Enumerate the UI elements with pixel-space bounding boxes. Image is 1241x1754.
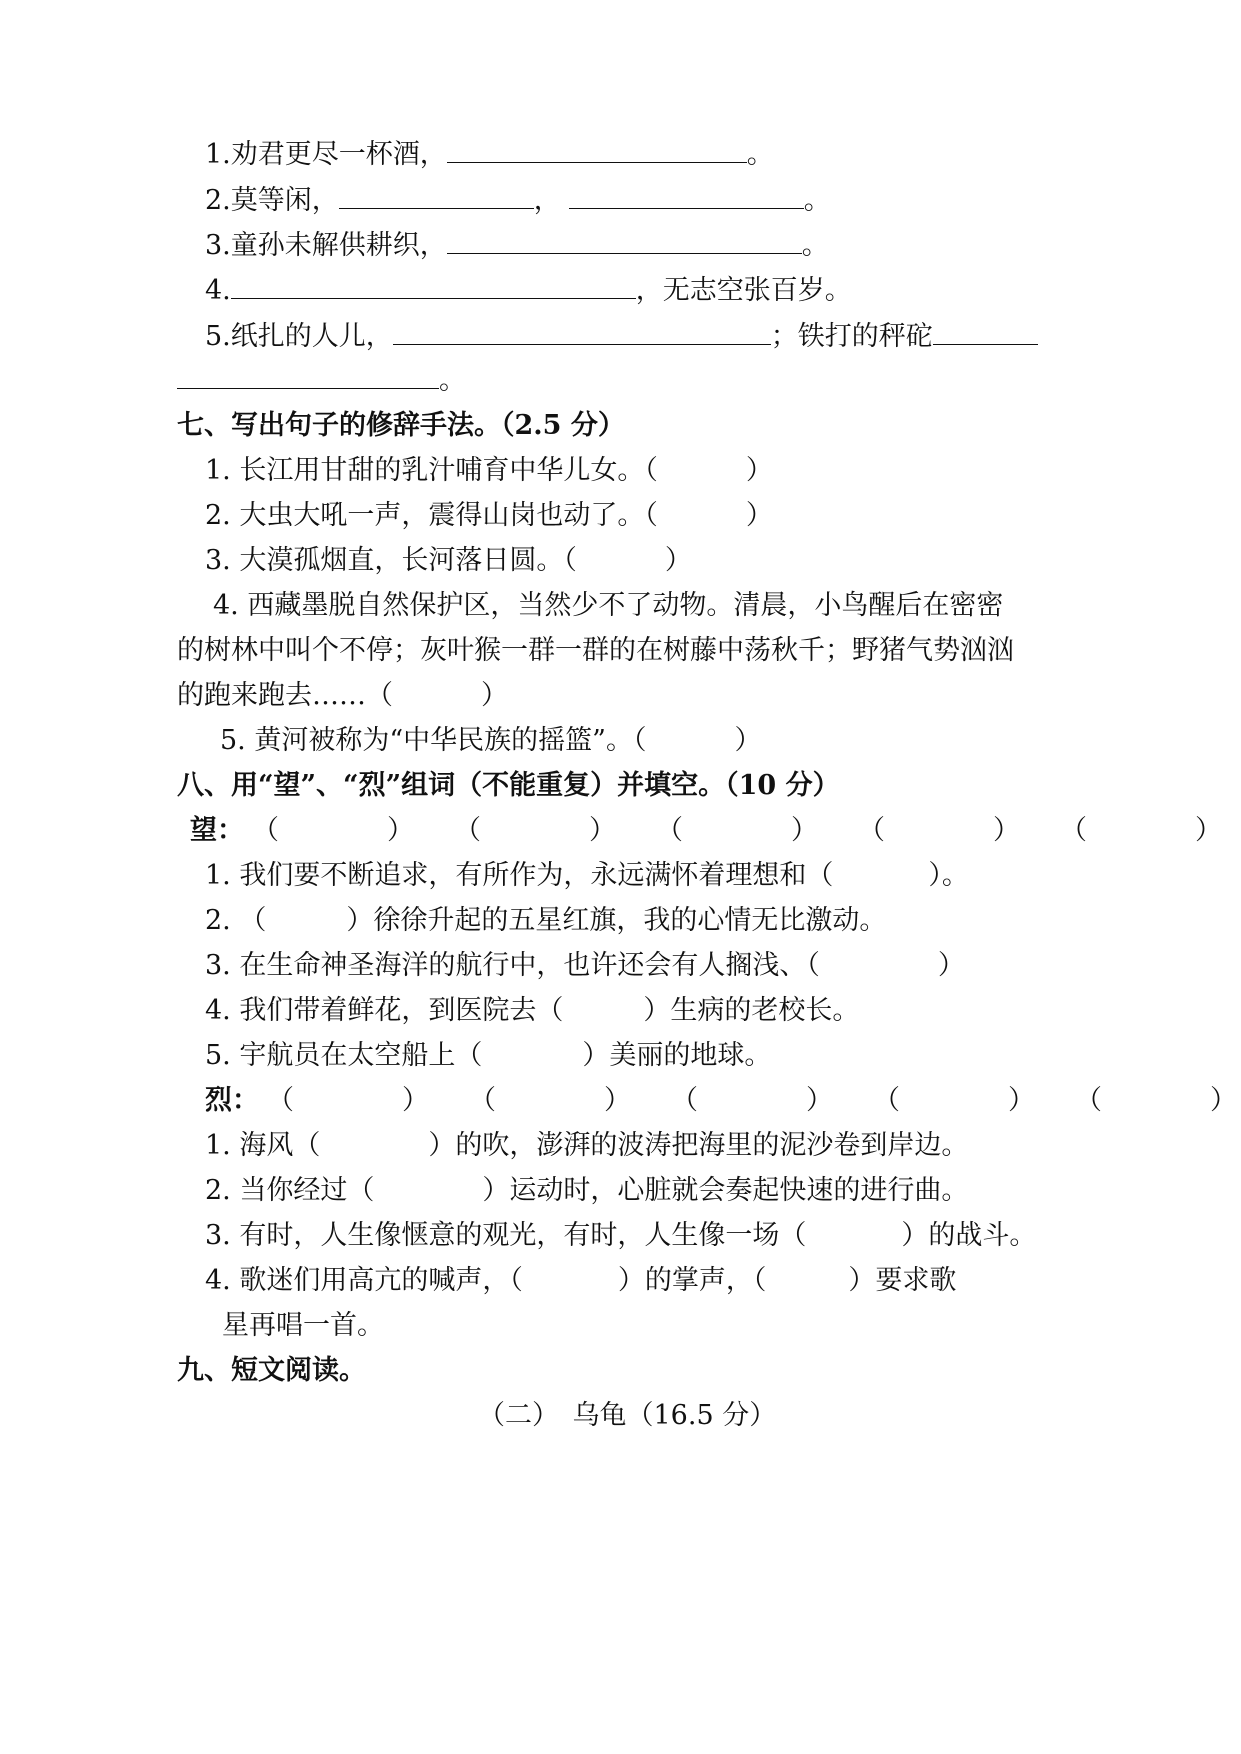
item-text: 1. 我们要不断追求，有所作为，永远满怀着理想和（ bbox=[205, 860, 834, 891]
lie-item-4-cont: 星再唱一首。 bbox=[222, 1310, 384, 1341]
answer-blank[interactable] bbox=[231, 272, 636, 299]
paren: （ bbox=[858, 815, 885, 846]
item-text: ）的战斗。 bbox=[901, 1220, 1037, 1251]
item-text: 1. 海风（ bbox=[205, 1130, 321, 1161]
paren: ） bbox=[664, 545, 692, 576]
s7-item-4-line3 bbox=[177, 678, 508, 714]
item-text: 5. 黄河被称为“中华民族的摇篮”。（ bbox=[220, 725, 647, 756]
paren: （ bbox=[656, 815, 683, 846]
item-text: 1. 长江用甘甜的乳汁哺育中华儿女。（ bbox=[205, 455, 658, 486]
paren: ） bbox=[387, 815, 414, 846]
item-text: 劝君更尽一杯酒， bbox=[230, 139, 447, 170]
section-7-heading: 七、写出句子的修辞手法。（2.5 分） bbox=[177, 410, 625, 441]
paren: （ bbox=[454, 815, 481, 846]
paren: ） bbox=[481, 680, 508, 711]
paren: （ bbox=[671, 1085, 698, 1116]
punct: 。 bbox=[746, 139, 774, 170]
fill-item-4 bbox=[205, 272, 852, 309]
paren: ） bbox=[1195, 815, 1222, 846]
paren: （ bbox=[267, 1085, 294, 1116]
item-text: ）的掌声，（ bbox=[617, 1265, 767, 1296]
item-text: 4. 歌迷们用高亢的喊声，（ bbox=[205, 1265, 523, 1296]
item-text: 4. 我们带着鲜花，到医院去（ bbox=[205, 995, 564, 1026]
answer-blank[interactable] bbox=[393, 318, 771, 345]
item-text: ；铁打的秤砣 bbox=[770, 321, 933, 352]
answer-blank[interactable] bbox=[177, 362, 439, 389]
lie-label: 烈： bbox=[205, 1085, 259, 1116]
paren: （ bbox=[873, 1085, 900, 1116]
wang-item-1 bbox=[205, 858, 969, 894]
item-text: ）徐徐升起的五星红旗，我的心情无比激动。 bbox=[346, 905, 887, 936]
passage-title: （二） 乌龟（16.5 分） bbox=[478, 1400, 777, 1431]
item-number: 5. bbox=[205, 321, 231, 352]
paren: ） bbox=[589, 815, 616, 846]
item-text: ）运动时，心脏就会奏起快速的进行曲。 bbox=[482, 1175, 969, 1206]
item-text: 的跑来跑去……（ bbox=[177, 680, 393, 711]
fill-item-5 bbox=[205, 318, 1038, 355]
s7-item-1 bbox=[205, 453, 773, 489]
lie-word-row bbox=[205, 1083, 1237, 1119]
lie-item-4 bbox=[205, 1263, 956, 1299]
wang-item-5 bbox=[205, 1038, 771, 1074]
section-8-heading: 八、用“望”、“烈”组词（不能重复）并填空。（10 分） bbox=[177, 770, 840, 801]
paren: ） bbox=[993, 815, 1020, 846]
punct: 。 bbox=[803, 185, 831, 216]
answer-blank[interactable] bbox=[933, 318, 1038, 345]
item-text: 2. （ bbox=[205, 905, 267, 936]
wang-item-2 bbox=[205, 903, 886, 939]
answer-blank[interactable] bbox=[447, 227, 802, 254]
item-text: 纸扎的人儿， bbox=[230, 321, 393, 352]
paren: ） bbox=[791, 815, 818, 846]
wang-word-row bbox=[190, 813, 1222, 849]
item-text: ） bbox=[937, 950, 965, 981]
paren: ） bbox=[1210, 1085, 1237, 1116]
paren: ） bbox=[604, 1085, 631, 1116]
wang-item-3 bbox=[205, 948, 965, 984]
paren: ） bbox=[734, 725, 762, 756]
item-number: 3. bbox=[205, 230, 231, 261]
lie-item-1 bbox=[205, 1128, 968, 1164]
paren: ） bbox=[745, 455, 773, 486]
paren: （ bbox=[1060, 815, 1087, 846]
item-text: 童孙未解供耕织， bbox=[230, 230, 447, 261]
item-text: 3. 大漠孤烟直，长河落日圆。（ bbox=[205, 545, 577, 576]
item-text: ）美丽的地球。 bbox=[582, 1040, 772, 1071]
section-9-heading: 九、短文阅读。 bbox=[177, 1355, 366, 1386]
item-text: ）要求歌 bbox=[848, 1265, 957, 1296]
item-number: 4. bbox=[205, 275, 231, 306]
fill-item-3 bbox=[205, 227, 829, 264]
item-text: 莫等闲， bbox=[230, 185, 339, 216]
item-text: 5. 宇航员在太空船上（ bbox=[205, 1040, 483, 1071]
item-text: 2. 大虫大吼一声，震得山岗也动了。（ bbox=[205, 500, 658, 531]
wang-item-4 bbox=[205, 993, 859, 1029]
paren: （ bbox=[252, 815, 279, 846]
lie-item-3 bbox=[205, 1218, 1036, 1254]
item-text: ）的吹，澎湃的波涛把海里的泥沙卷到岸边。 bbox=[428, 1130, 969, 1161]
answer-blank[interactable] bbox=[569, 182, 804, 209]
s7-item-3 bbox=[205, 543, 692, 579]
paren: （ bbox=[1075, 1085, 1102, 1116]
item-text: 3. 在生命神圣海洋的航行中，也许还会有人搁浅、（ bbox=[205, 950, 820, 981]
fill-item-5-cont bbox=[177, 362, 466, 399]
s7-item-2 bbox=[205, 498, 773, 534]
item-text: ）生病的老校长。 bbox=[643, 995, 860, 1026]
item-text: 3. 有时，人生像惬意的观光，有时，人生像一场（ bbox=[205, 1220, 807, 1251]
punct: 。 bbox=[439, 365, 466, 396]
s7-item-4-line1: 4. 西藏墨脱自然保护区，当然少不了动物。清晨，小鸟醒后在密密 bbox=[213, 590, 1004, 621]
paren: （ bbox=[469, 1085, 496, 1116]
s7-item-4-line2: 的树林中叫个不停；灰叶猴一群一群的在树藤中荡秋千；野猪气势汹汹 bbox=[177, 635, 1014, 666]
answer-blank[interactable] bbox=[447, 136, 747, 163]
s7-item-5 bbox=[220, 723, 761, 759]
punct: ， bbox=[533, 185, 561, 216]
item-number: 1. bbox=[205, 139, 231, 170]
paren: ） bbox=[745, 500, 773, 531]
paren: ） bbox=[806, 1085, 833, 1116]
fill-item-2 bbox=[205, 182, 831, 219]
paren: ） bbox=[1008, 1085, 1035, 1116]
item-number: 2. bbox=[205, 185, 231, 216]
wang-label: 望： bbox=[190, 815, 244, 846]
lie-item-2 bbox=[205, 1173, 968, 1209]
item-text: ）。 bbox=[928, 860, 969, 891]
answer-blank[interactable] bbox=[339, 182, 534, 209]
item-text: 2. 当你经过（ bbox=[205, 1175, 375, 1206]
paren: ） bbox=[402, 1085, 429, 1116]
punct: 。 bbox=[801, 230, 829, 261]
item-text: ，无志空张百岁。 bbox=[635, 275, 852, 306]
fill-item-1 bbox=[205, 136, 774, 173]
